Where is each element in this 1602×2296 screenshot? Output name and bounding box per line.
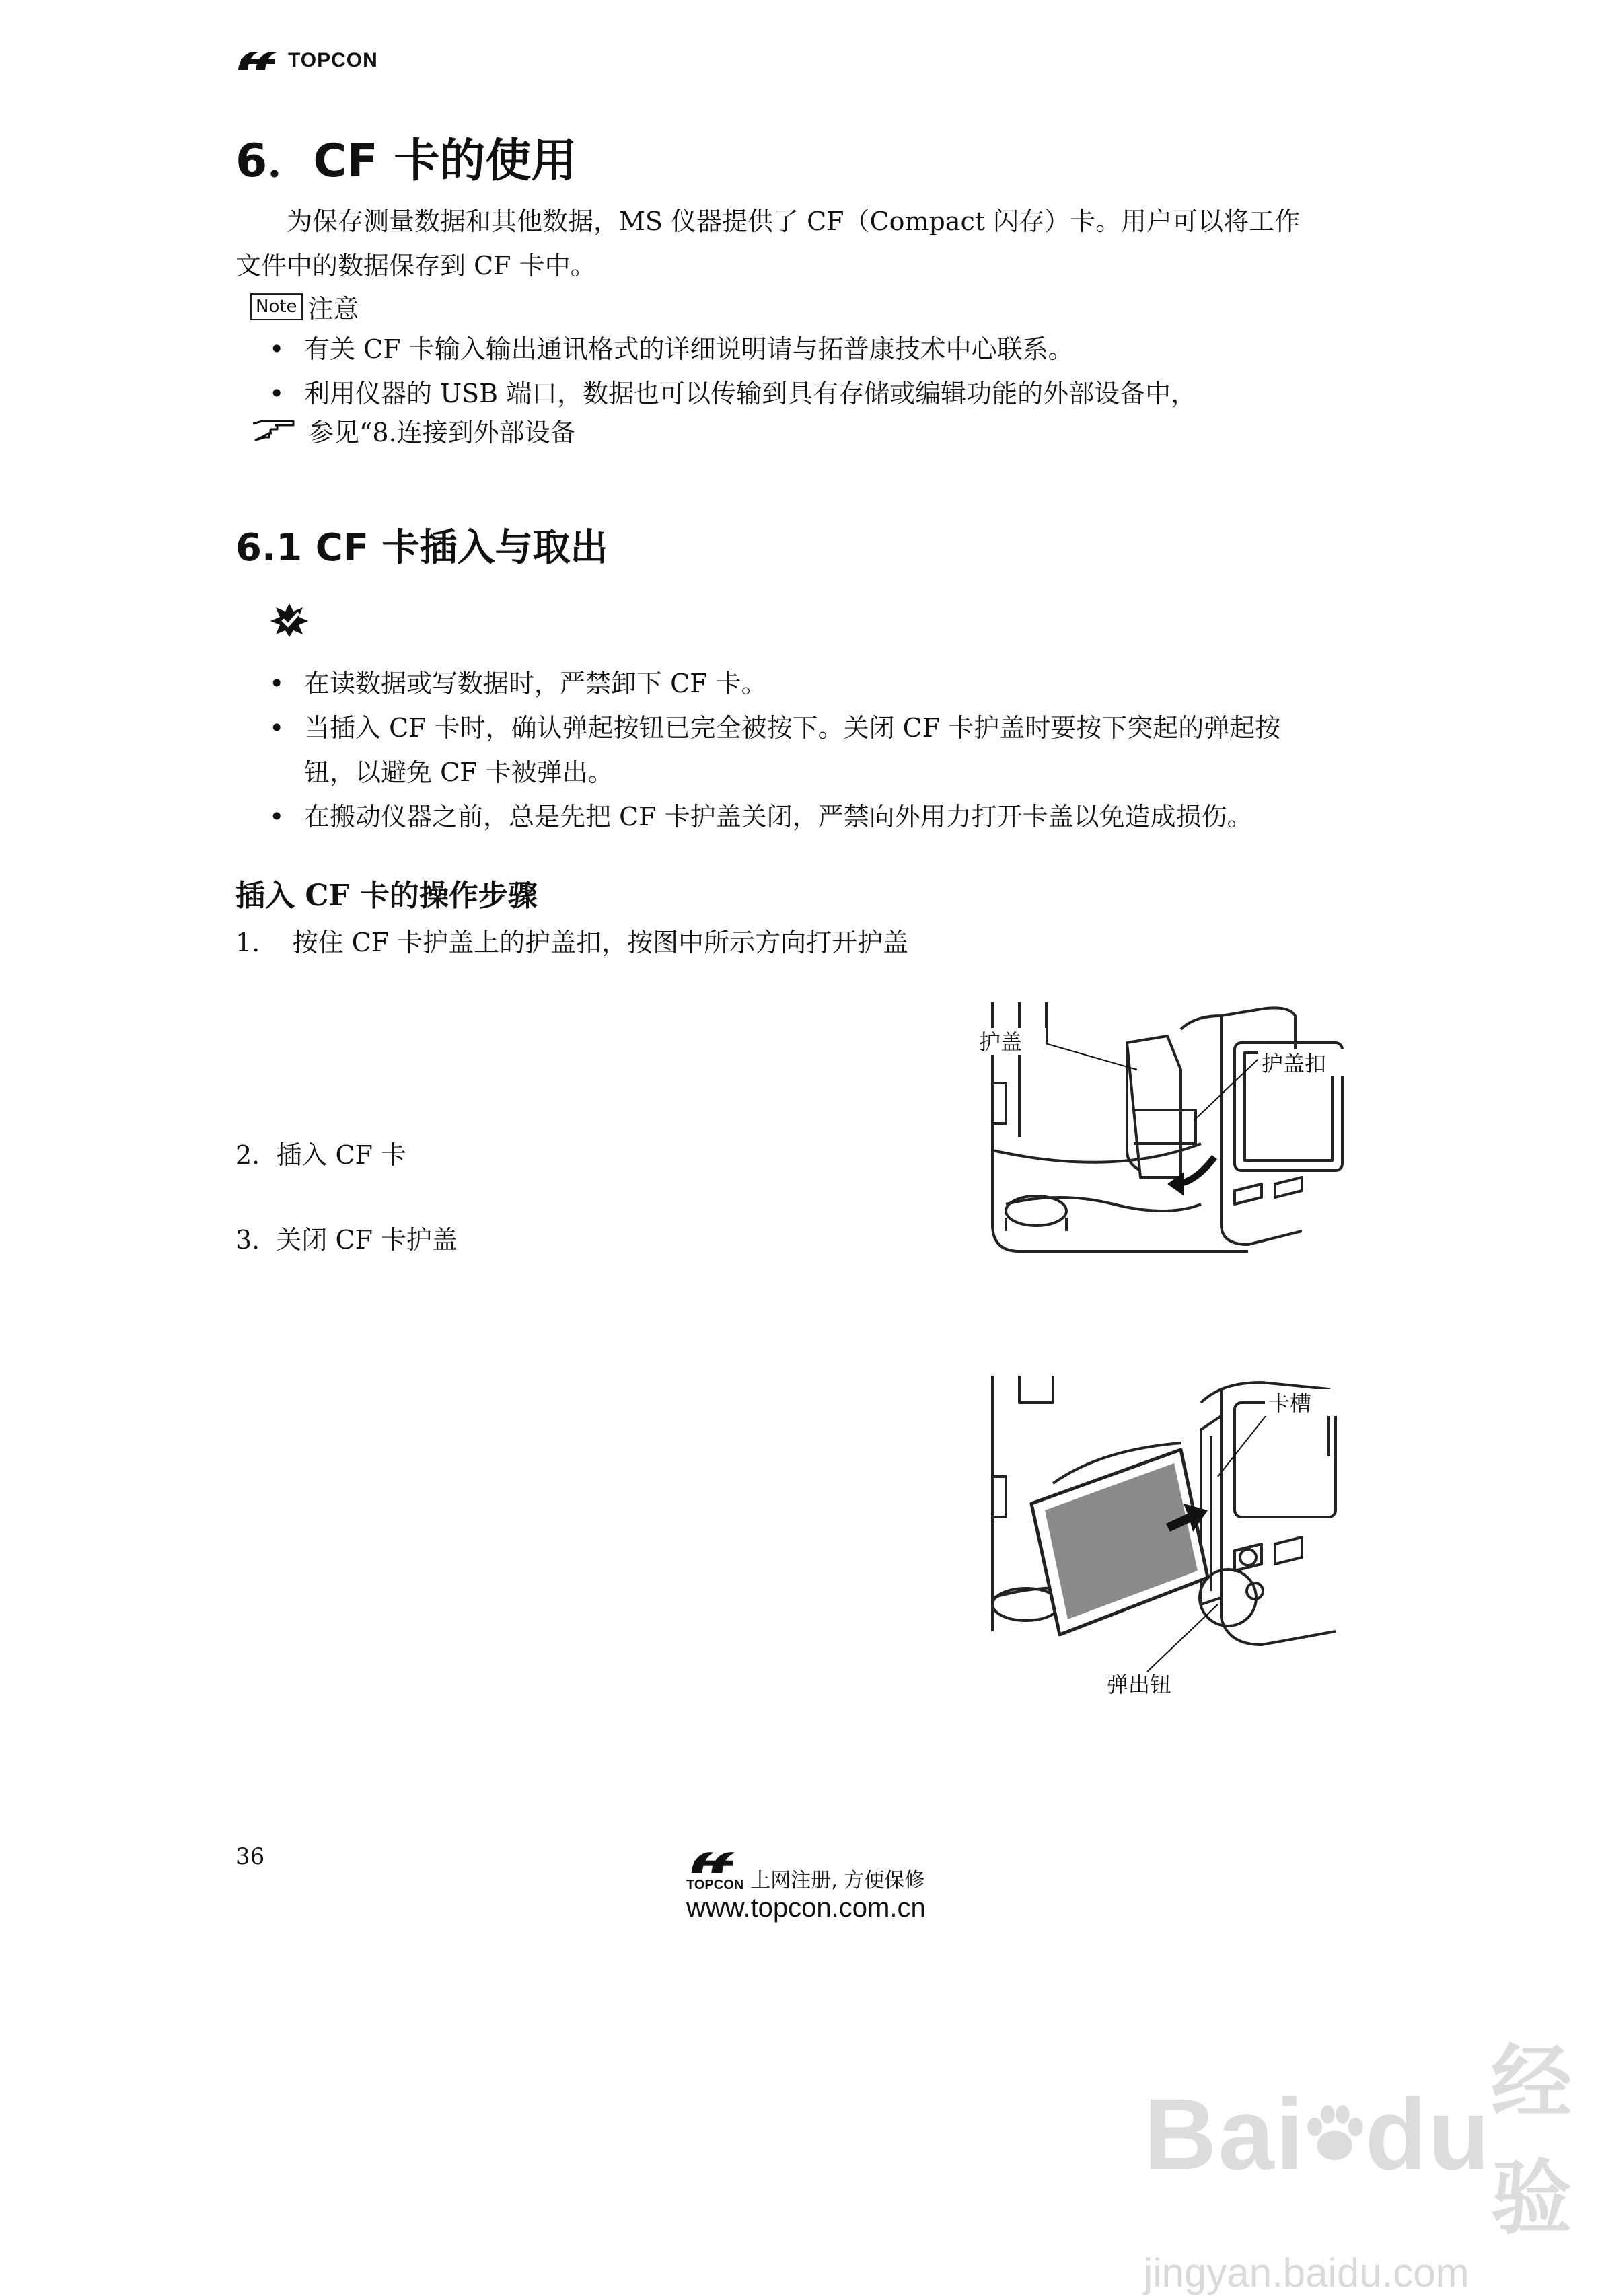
procedure-title: 插入 CF 卡的操作步骤 bbox=[235, 879, 538, 913]
topcon-mark-icon bbox=[688, 1847, 742, 1878]
watermark-cn: 经验 bbox=[1491, 2036, 1572, 2246]
step-2: 2. 插入 CF 卡 bbox=[235, 1140, 407, 1170]
intro-paragraph bbox=[235, 199, 1379, 288]
label-eject: 弹出钮 bbox=[1107, 1672, 1172, 1697]
reference-text: 参见“8.连接到外部设备 bbox=[308, 418, 576, 447]
note-list bbox=[269, 327, 1399, 416]
figure-open-cover bbox=[979, 1002, 1356, 1288]
note-icon: Note bbox=[250, 293, 303, 320]
footer-url: www.topcon.com.cn bbox=[686, 1893, 926, 1923]
list-item-continuation: 钮，以避免 CF 卡被弹出。 bbox=[304, 757, 614, 787]
note-heading bbox=[250, 288, 359, 325]
step-1: 1. 按住 CF 卡护盖上的护盖扣，按图中所示方向打开护盖 bbox=[235, 928, 909, 957]
intro-line-1: 为保存测量数据和其他数据，MS 仪器提供了 CF（Compact 闪存）卡。用户可以将工作 bbox=[287, 207, 1301, 236]
figure-insert-card bbox=[979, 1376, 1356, 1715]
intro-line-2: 文件中的数据保存到 CF 卡中。 bbox=[235, 251, 596, 281]
list-item: • 在搬动仪器之前，总是先把 CF 卡护盖关闭，严禁向外用力打开卡盖以免造成损伤。 bbox=[269, 802, 1253, 831]
baidu-watermark bbox=[1144, 2018, 1602, 2296]
list-item: • 利用仪器的 USB 端口，数据也可以传输到具有存储或编辑功能的外部设备中， bbox=[269, 379, 1197, 408]
note-title: 注意 bbox=[307, 294, 359, 324]
page-number: 36 bbox=[235, 1843, 265, 1870]
label-slot: 卡槽 bbox=[1268, 1391, 1312, 1416]
list-item: • 当插入 CF 卡时，确认弹起按钮已完全被按下。关闭 CF 卡护盖时要按下突起的弹起按 bbox=[269, 713, 1281, 743]
caution-icon bbox=[269, 602, 310, 641]
reference-row bbox=[250, 412, 576, 449]
section-title: 6.1 CF 卡插入与取出 bbox=[235, 526, 608, 570]
chapter-title: 6．CF 卡的使用 bbox=[235, 135, 577, 188]
pointing-hand-icon bbox=[250, 417, 296, 444]
watermark-brand-part2: du bbox=[1364, 2077, 1492, 2190]
list-item: • 在读数据或写数据时，严禁卸下 CF 卡。 bbox=[269, 669, 767, 698]
label-latch: 护盖扣 bbox=[1262, 1051, 1327, 1076]
footer-logo bbox=[686, 1847, 926, 1923]
footer-slogan: 上网注册, 方便保修 bbox=[750, 1869, 925, 1892]
footer-brand: TOPCON bbox=[686, 1878, 744, 1892]
watermark-brand-part1: Bai bbox=[1144, 2077, 1305, 2190]
step-3: 3. 关闭 CF 卡护盖 bbox=[235, 1225, 458, 1255]
brand-name: TOPCON bbox=[288, 49, 378, 71]
label-cover: 护盖 bbox=[979, 1029, 1023, 1055]
watermark-url: jingyan.baidu.com bbox=[1144, 2250, 1469, 2295]
paw-icon bbox=[1305, 2087, 1364, 2181]
topcon-logo-header bbox=[235, 47, 378, 74]
caution-list bbox=[269, 661, 1399, 839]
topcon-mark-icon bbox=[235, 47, 283, 74]
list-item: • 有关 CF 卡输入输出通讯格式的详细说明请与拓普康技术中心联系。 bbox=[269, 334, 1074, 364]
